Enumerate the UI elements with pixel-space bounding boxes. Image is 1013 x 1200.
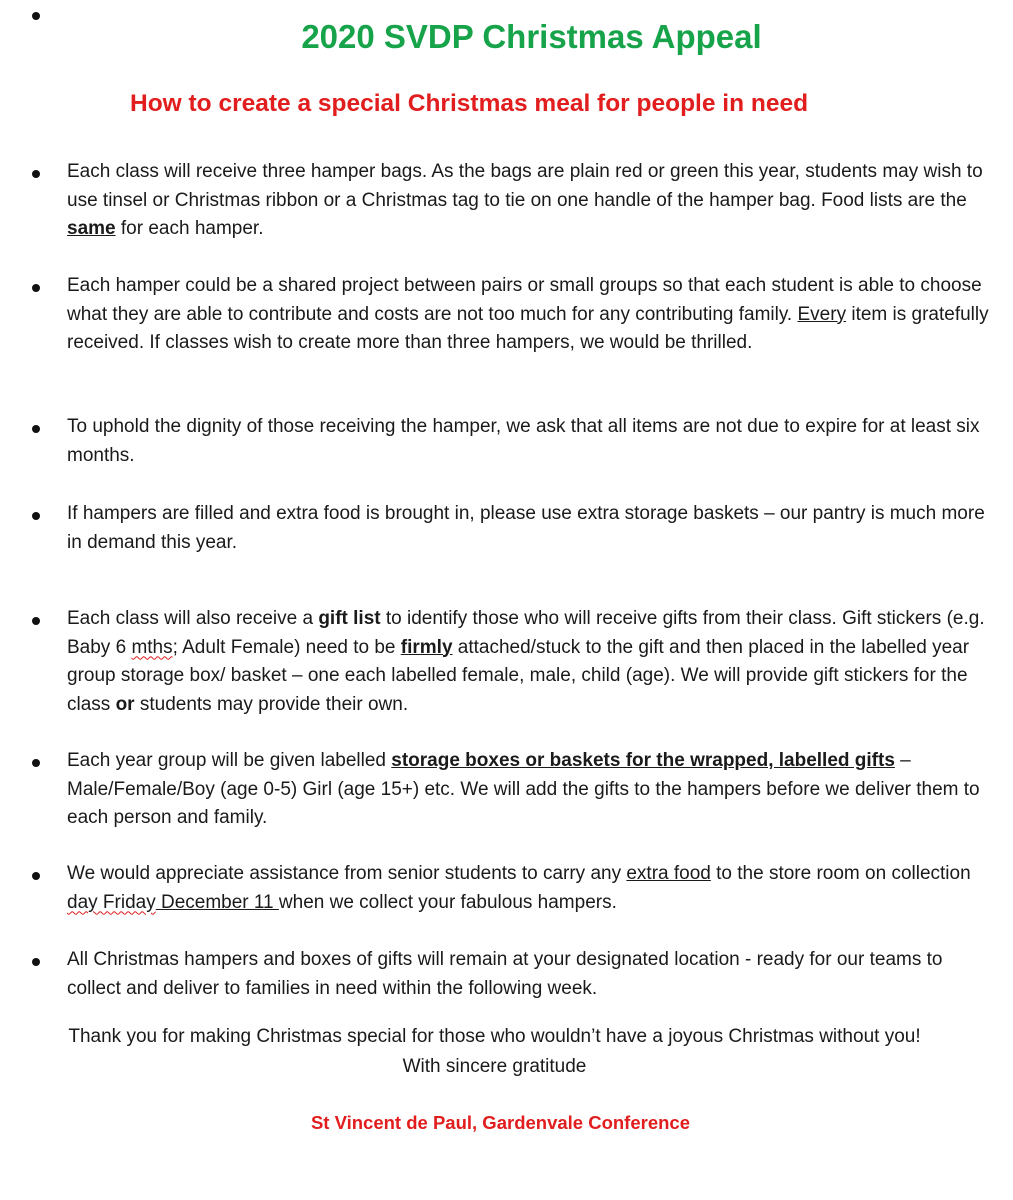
emphasis-extra-food: extra food — [626, 863, 711, 884]
emphasis-date: December 11 — [155, 891, 279, 913]
bullet-text — [67, 860, 997, 917]
text-run: ; Adult Female) need to be — [172, 636, 401, 658]
emphasis-storage-boxes: storage boxes or baskets for the wrapped, labelled gifts — [391, 750, 895, 771]
bullet-dot-icon — [32, 512, 40, 520]
bullet-dot-icon — [32, 617, 40, 625]
text-run: Each class will receive three hamper bags. As the bags are plain red or green this year, students may wish to use tinsel or Christmas ribbon or a Christmas tag to tie on one handle of the hamper bag. Food lists are the — [67, 161, 983, 211]
bullet-dot-icon — [32, 170, 40, 178]
gratitude-line: With sincere gratitude — [402, 1056, 587, 1077]
text-run: Each year group will be given labelled — [67, 750, 392, 771]
text-run: students may provide their own. — [134, 693, 409, 715]
bullet-dot-icon — [32, 425, 40, 433]
text-run: item is gratefully received. If classes wish to create more than three hampers, we would be thrilled. — [67, 303, 989, 353]
bullet-dot-icon — [32, 759, 40, 767]
spelling-flag: mths — [131, 636, 173, 658]
text-run: attached/stuck to the gift and then placed in the labelled year group storage box/ basket – one each labelled female, male, child (age). We will provide gift stickers for the class — [67, 636, 970, 715]
text-run: Each hamper could be a shared project between pairs or small groups so that each student is able to choose what they are able to contribute and costs are not too much for any contributing family. — [67, 275, 982, 325]
bullet-text — [67, 747, 997, 833]
bullet-dot-icon — [32, 12, 40, 20]
bullet-text: To uphold the dignity of those receiving the hamper, we ask that all items are not due to expire for at least six months. — [67, 416, 980, 466]
document-title: 2020 SVDP Christmas Appeal — [301, 18, 762, 55]
emphasis-every: Every — [797, 303, 847, 325]
text-run: Each class will also receive a — [67, 608, 319, 629]
bullet-dot-icon — [32, 958, 40, 966]
text-run: to identify those who will receive gifts from their class. Gift stickers (e.g. Baby 6 — [67, 608, 985, 658]
emphasis-firmly: firmly — [400, 636, 453, 658]
bullet-dot-icon — [32, 872, 40, 880]
bullet-text: If hampers are filled and extra food is brought in, please use extra storage baskets – our pantry is much more in demand this year. — [67, 503, 985, 553]
text-run: when we collect your fabulous hampers. — [278, 891, 617, 913]
spelling-flag: day Friday — [67, 891, 156, 913]
emphasis-or: or — [115, 693, 135, 715]
emphasis-same: same — [67, 218, 116, 239]
bullet-text — [67, 605, 997, 719]
bullet-text — [67, 158, 997, 244]
emphasis-gift-list: gift list — [318, 608, 381, 629]
text-run: – Male/Female/Boy (age 0-5) Girl (age 15+) etc. We will add the gifts to the hampers before we deliver them to each person and family. — [67, 750, 980, 828]
signature: St Vincent de Paul, Gardenvale Conference — [310, 1112, 691, 1133]
bullet-text: All Christmas hampers and boxes of gifts will remain at your designated location - ready for our teams to collect and deliver to families in need within the following week. — [67, 949, 943, 999]
document-subtitle: How to create a special Christmas meal for people in need — [130, 90, 809, 117]
bullet-text — [67, 272, 997, 358]
text-run: for each hamper. — [115, 218, 264, 239]
bullet-dot-icon — [32, 284, 40, 292]
thank-you-line: Thank you for making Christmas special for those who wouldn’t have a joyous Christmas without you! — [68, 1026, 921, 1047]
text-run: We would appreciate assistance from senior students to carry any — [67, 863, 627, 884]
text-run: to the store room on collection — [710, 863, 971, 884]
